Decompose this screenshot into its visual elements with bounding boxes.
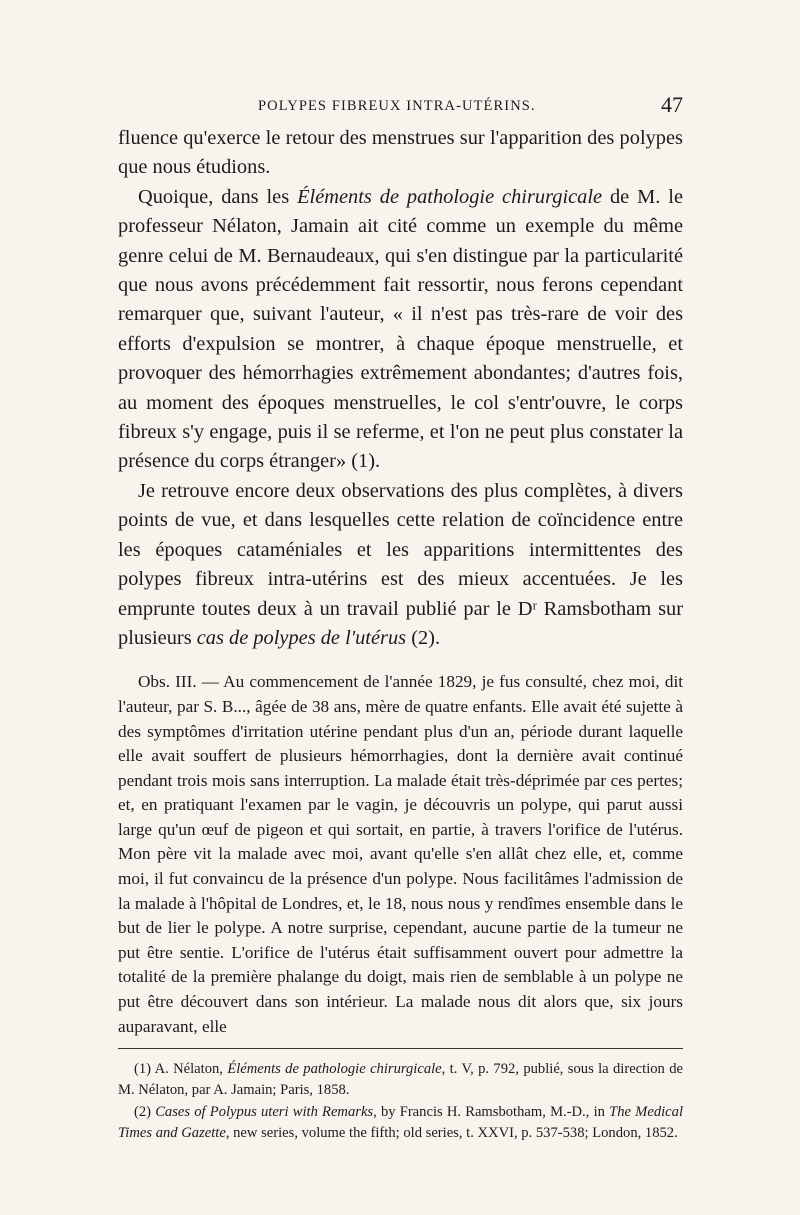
paragraph-3-work-title: cas de polypes de l'utérus (196, 626, 407, 649)
paragraph-2 (118, 183, 683, 477)
paragraph-2-book-title: Éléments de pathologie chirurgicale (297, 185, 603, 208)
footnote-1-title: Éléments de pathologie chirurgicale (227, 1061, 442, 1078)
page-number: 47 (661, 92, 683, 117)
footnote-1 (118, 1059, 683, 1101)
paragraph-2-text-b: de M. le professeur Nélaton, Jamain ait cité comme un exemple du même genre celui de M. Bernaudeaux, qui s'en distingue par la particularité que nous avons précédemment fait ressortir, nous ferons cependant remarquer que, suivant l'auteur, « il n'est pas très-rare de voir des efforts d'expulsion se montrer, à chaque époque menstruelle, et provoquer des hémorrhagies extrêmement abondantes; d'autres fois, au moment des époques menstruelles, le col s'entr'ouvre, le corps fibreux s'y engage, puis il se referme, et l'on ne peut plus constater la présence du corps étranger» (1). (118, 185, 684, 473)
running-title: POLYPES FIBREUX INTRA-UTÉRINS. (258, 98, 536, 114)
footnote-2-journal: The Medical Times and Gazette (118, 1104, 683, 1142)
paragraph-1-text: fluence qu'exerce le retour des menstrues sur l'apparition des polypes que nous étudions. (118, 127, 683, 179)
footnote-2-text-b: , by Francis H. Ramsbotham, M.-D., in (373, 1104, 610, 1121)
observation-block (118, 670, 683, 1039)
footnotes (118, 1059, 683, 1144)
footnote-2 (118, 1102, 683, 1144)
book-page (118, 92, 683, 1144)
main-text (118, 124, 683, 653)
paragraph-3-text-b: (2). (406, 626, 441, 649)
running-head (118, 92, 683, 120)
footnote-2-text-c: , new series, volume the fifth; old series, t. XXVI, p. 537-538; London, 1852. (225, 1125, 678, 1142)
paragraph-3-text-a: Je retrouve encore deux observations des plus complètes, à divers points de vue, et dans lesquelles cette relation de coïncidence entre les époques cataméniales et les apparitions intermittentes des polypes fibreux intra-utérins est des mieux accentuées. Je les emprunte toutes deux à un travail publié par le Dʳ Ramsbotham sur plusieurs (118, 479, 683, 649)
paragraph-3 (118, 477, 683, 653)
footnote-2-title: Cases of Polypus uteri with Remarks (155, 1104, 374, 1121)
footnote-1-text-a: (1) A. Nélaton, (134, 1061, 228, 1078)
paragraph-2-text-a: Quoique, dans les (138, 185, 298, 208)
paragraph-1 (118, 124, 683, 183)
footnote-2-text-a: (2) (134, 1104, 156, 1121)
observation-text: Obs. III. — Au commencement de l'année 1829, je fus consulté, chez moi, dit l'auteur, par S. B..., âgée de 38 ans, mère de quatre enfants. Elle avait été sujette à des symptômes d'irritation utérine pendant plus d'un an, période durant laquelle elle avait souffert de plusieurs hémorrhagies, dont la dernière avait continué pendant trois mois sans interruption. La malade était très-déprimée par ces pertes; et, en pratiquant l'examen par le vagin, je découvris un polype, qui parut aussi large qu'un œuf de pigeon et qui sortait, en partie, à travers l'orifice de l'utérus. Mon père vit la malade avec moi, avant qu'elle s'en allât chez elle, et, comme moi, il fut convaincu de la présence d'un polype. Nous facilitâmes l'admission de la malade à l'hôpital de Londres, et, le 18, nous nous y rendîmes ensemble dans le but de lier le polype. A notre surprise, cependant, aucune partie de la tumeur ne put être sentie. L'orifice de l'utérus était suffisamment ouvert pour admettre la totalité de la première phalange du doigt, mais rien de semblable à un polype ne put être découvert dans son intérieur. La malade nous dit alors que, six jours auparavant, elle (118, 672, 683, 1036)
footnote-1-text-b: , t. V, p. 792, publié, sous la direction de M. Nélaton, par A. Jamain; Paris, 1858. (118, 1061, 683, 1099)
footnote-divider (118, 1048, 683, 1049)
